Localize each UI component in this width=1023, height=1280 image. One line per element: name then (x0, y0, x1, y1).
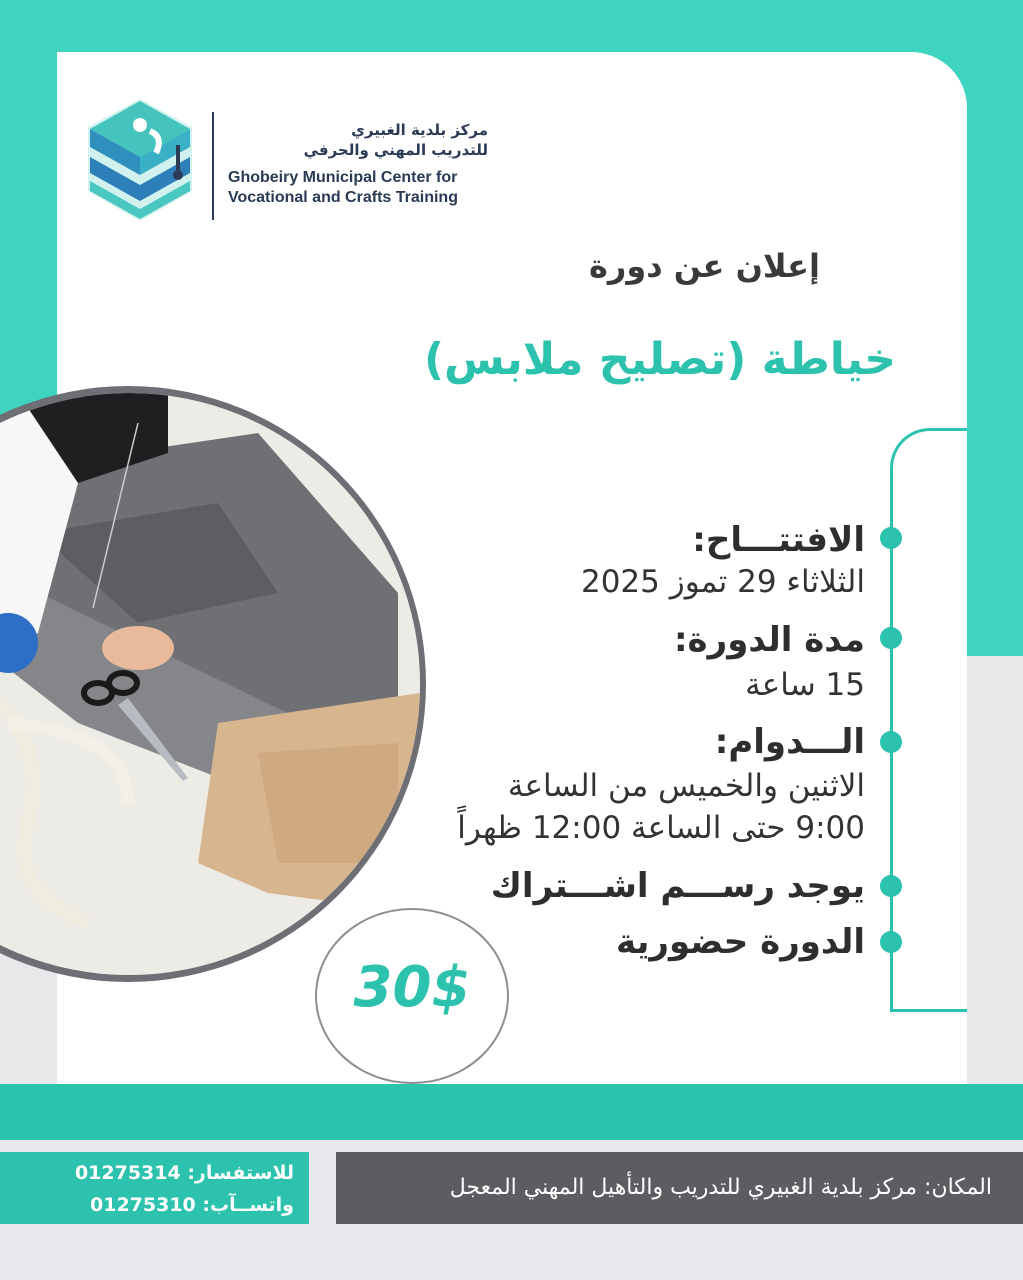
logo-ar-line2: للتدريب المهني والحرفي (303, 141, 488, 159)
teal-band (0, 1084, 1023, 1140)
logo-name-english (228, 168, 498, 208)
duration-label: مدة الدورة: (673, 620, 865, 660)
schedule-label: الـــدوام: (714, 722, 865, 762)
bullet-dot-icon (880, 875, 902, 897)
price-label: 30$ (353, 955, 471, 1020)
bullet-dot-icon (880, 731, 902, 753)
details-bracket (890, 428, 967, 1012)
logo-name-arabic (228, 120, 488, 160)
bullet-dot-icon (880, 931, 902, 953)
logo-divider (212, 112, 214, 220)
opening-value: الثلاثاء 29 تموز 2025 (580, 564, 865, 600)
fee-note: يوجد رســـم اشـــتراك (490, 866, 865, 906)
bullet-dot-icon (880, 627, 902, 649)
logo-en-line1: Ghobeiry Municipal Center for (228, 169, 458, 186)
whatsapp-phone: واتســآب: 01275310 (90, 1194, 294, 1216)
place-text: المكان: مركز بلدية الغبيري للتدريب والتأهيل المهني المعجل (449, 1175, 992, 1200)
announcement-heading: إعلان عن دورة (589, 247, 820, 285)
logo-ar-line1: مركز بلدية الغبيري (351, 121, 488, 139)
duration-value: 15 ساعة (745, 667, 865, 703)
bullet-dot-icon (880, 527, 902, 549)
logo-en-line2: Vocational and Crafts Training (228, 189, 458, 206)
opening-label: الافتتـــاح: (692, 520, 865, 560)
schedule-value-line1: الاثنين والخميس من الساعة (507, 768, 865, 804)
schedule-value-line2: 9:00 حتى الساعة 12:00 ظهراً (457, 810, 865, 846)
logo-hexagon-icon (80, 95, 200, 227)
attendance-note: الدورة حضورية (616, 922, 865, 962)
inquiry-phone: للاستفسار: 01275314 (74, 1162, 294, 1184)
course-title: خياطة (تصليح ملابس) (423, 334, 896, 385)
